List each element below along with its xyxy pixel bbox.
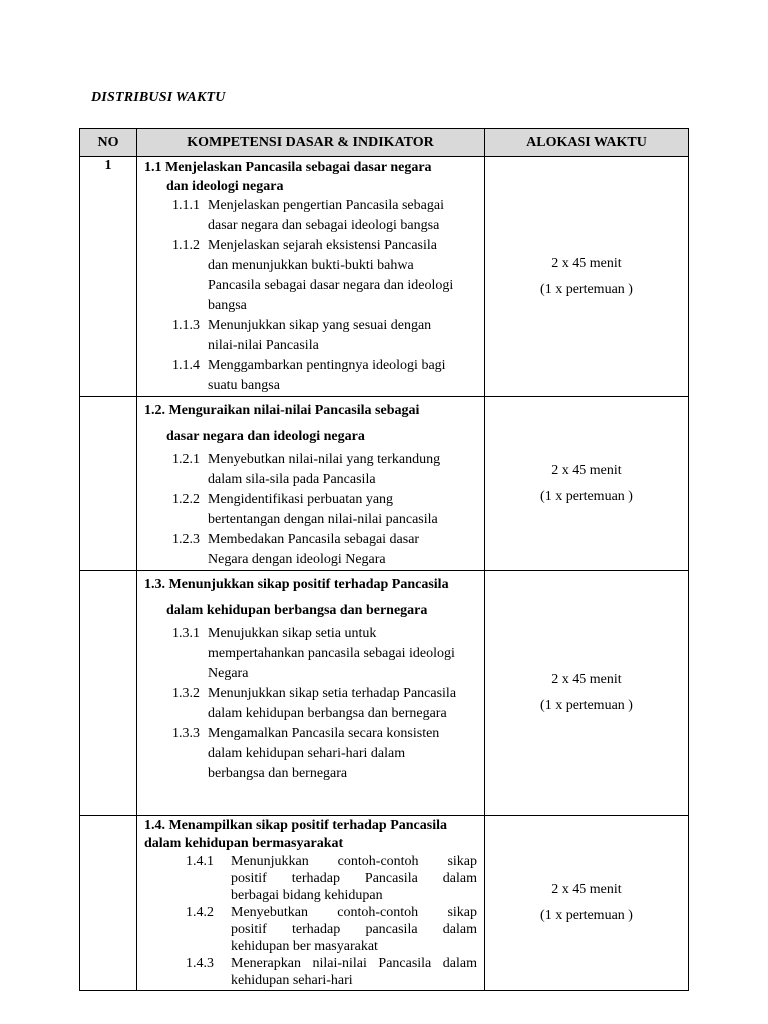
table-row: [80, 816, 689, 991]
row-number: [80, 816, 137, 991]
row-number: 1: [80, 157, 137, 397]
indicator-item: 1.2.3 Membedakan Pancasila sebagai dasar Negara dengan ideologi Negara: [172, 532, 420, 567]
indicator-item: 1.2.1 Menyebutkan nilai-nilai yang terkandung dalam sila-sila pada Pancasila: [172, 452, 441, 487]
time-allocation-cell: [485, 397, 689, 571]
indicator-item: 1.1.3 Menunjukkan sikap yang sesuai dengan nilai-nilai Pancasila: [172, 318, 432, 353]
time-value: 2 x 45 menit: [551, 882, 622, 897]
row-number: [80, 571, 137, 816]
competency-cell: [137, 157, 485, 397]
competency-cell: [137, 816, 485, 991]
indicator-item: 1.4.3 Menerapkan nilai-nilai Pancasila dalam kehidupan sehari-hari: [186, 956, 477, 988]
time-value: 2 x 45 menit: [551, 462, 622, 478]
table-header-row: [80, 129, 689, 157]
indicator-item: 1.1.1 Menjelaskan pengertian Pancasila sebagai dasar negara dan sebagai ideologi bangsa: [172, 198, 444, 233]
table-row: [80, 397, 689, 571]
indicator-item: 1.3.3 Mengamalkan Pancasila secara konsisten dalam kehidupan sehari-hari dalam berbangsa dan bernegara: [172, 726, 440, 781]
competency-cell: [137, 571, 485, 816]
indicator-item: 1.2.2 Mengidentifikasi perbuatan yang bertentangan dengan nilai-nilai pancasila: [172, 492, 438, 527]
header-alokasi: ALOKASI WAKTU: [485, 129, 689, 157]
time-allocation-cell: [485, 157, 689, 397]
indicator-item: 1.4.1 Menunjukkan contoh-contoh sikap positif terhadap Pancasila dalam berbagai bidang kehidupan: [186, 854, 477, 903]
competency-heading: 1.1 Menjelaskan Pancasila sebagai dasar negara dan ideologi negara: [144, 160, 432, 194]
time-allocation-cell: [485, 571, 689, 816]
row-number: [80, 397, 137, 571]
meeting-value: (1 x pertemuan ): [540, 281, 633, 297]
header-no: NO: [80, 129, 137, 157]
competency-heading: 1.2. Menguraikan nilai-nilai Pancasila sebagai dasar negara dan ideologi negara: [144, 403, 420, 444]
competency-heading: 1.4. Menampilkan sikap positif terhadap Pancasila dalam kehidupan bermasyarakat: [144, 818, 447, 851]
time-allocation-cell: [485, 816, 689, 991]
competency-heading: 1.3. Menunjukkan sikap positif terhadap Pancasila dalam kehidupan berbangsa dan bernegara: [144, 577, 449, 618]
time-value: 2 x 45 menit: [551, 255, 622, 271]
meeting-value: (1 x pertemuan ): [540, 488, 633, 504]
document-title: DISTRIBUSI WAKTU: [91, 90, 226, 105]
table-row: [80, 571, 689, 816]
indicator-item: 1.4.2 Menyebutkan contoh-contoh sikap positif terhadap pancasila dalam kehidupan ber masyarakat: [186, 905, 477, 954]
table-row: [80, 157, 689, 397]
time-value: 2 x 45 menit: [551, 672, 622, 687]
competency-cell: [137, 397, 485, 571]
meeting-value: (1 x pertemuan ): [540, 908, 633, 923]
indicator-item: 1.3.2 Menunjukkan sikap setia terhadap Pancasila dalam kehidupan berbangsa dan bernegara: [172, 686, 457, 721]
header-kompetensi: KOMPETENSI DASAR & INDIKATOR: [137, 129, 485, 157]
indicator-item: 1.1.4 Menggambarkan pentingnya ideologi bagi suatu bangsa: [172, 358, 446, 393]
meeting-value: (1 x pertemuan ): [540, 698, 633, 713]
time-distribution-table: [79, 128, 689, 991]
indicator-item: 1.1.2 Menjelaskan sejarah eksistensi Pancasila dan menunjukkan bukti-bukti bahwa Pancasila sebagai dasar negara dan ideologi bangsa: [172, 238, 454, 313]
indicator-item: 1.3.1 Menujukkan sikap setia untuk mempertahankan pancasila sebagai ideologi Negara: [172, 626, 455, 681]
